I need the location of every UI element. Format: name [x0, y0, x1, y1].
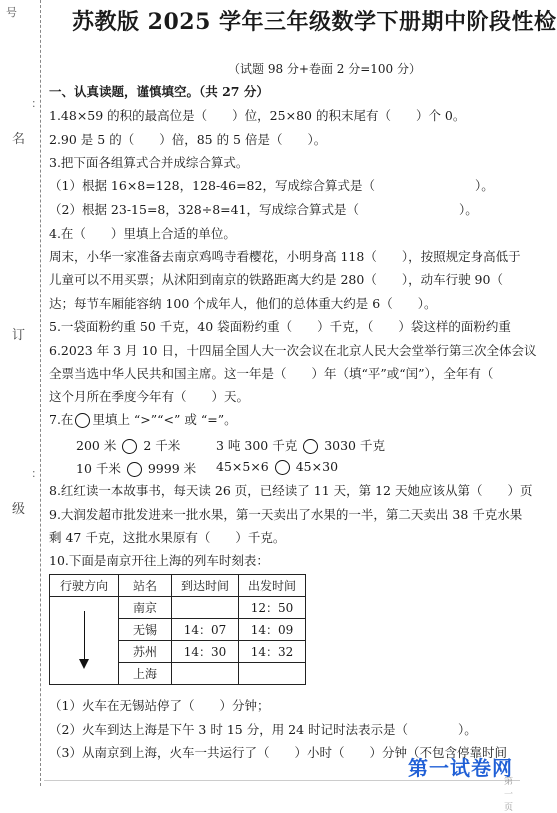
sub-question-line: （2）火车到达上海是下午 3 时 15 分，用 24 时记时法表示是（ ）。 — [49, 722, 477, 737]
question-line: 全票当选中华人民共和国主席。这一年是（ ）年（填“平”或“闰”），全年有（ — [49, 366, 494, 381]
question-line: 1.48×59 的积的最高位是（ ）位，25×80 的积末尾有（ ）个 0。 — [49, 108, 466, 123]
down-arrow-icon — [84, 611, 85, 661]
question-line: 2.90 是 5 的（ ）倍，85 的 5 倍是（ ）。 — [49, 132, 327, 147]
question-line: 周末，小华一家准备去南京鸡鸣寺看樱花，小明身高 118（ ），按照规定身高低于 — [49, 249, 521, 264]
question-7-instruction — [49, 412, 237, 428]
question-line: （2）根据 23-15=8，328÷8=41，写成综合算式是（ ）。 — [49, 202, 478, 217]
comparison-item — [216, 436, 385, 454]
sub-question-line: （3）从南京到上海，火车一共运行了（ ）小时（ ）分钟（不包含停靠时间 — [49, 745, 507, 760]
question-line: 6.2023 年 3 月 10 日，十四届全国人大一次会议在北京人民大会堂举行第三次全体会议 — [49, 343, 537, 358]
margin-label-binding: 订 — [12, 328, 26, 343]
answer-circle[interactable] — [303, 439, 318, 454]
depart-cell: 12：50 — [239, 597, 306, 619]
exam-score-note: （试题 98 分+卷面 2 分=100 分） — [228, 62, 421, 76]
comparison-left: 45×5×6 — [216, 459, 269, 474]
depart-cell — [239, 663, 306, 685]
depart-cell: 14：32 — [239, 641, 306, 663]
question-line: 儿童可以不用买票；从沭阳到南京的铁路距离大约是 280（ ），动车行驶 90（ — [49, 272, 516, 287]
question-line: 5.一袋面粉约重 50 千克，40 袋面粉约重（ ）千克，（ ）袋这样的面粉约重 — [49, 319, 511, 334]
question-line: 剩 47 千克，这批水果原有（ ）千克。 — [49, 530, 286, 545]
exam-title: 苏教版 2025 学年三年级数学下册期中阶段性检 — [72, 9, 557, 35]
answer-circle[interactable] — [275, 460, 290, 475]
station-cell: 苏州 — [119, 641, 172, 663]
answer-circle[interactable] — [127, 462, 142, 477]
question-line: 4.在（ ）里填上合适的单位。 — [49, 226, 236, 241]
circle-icon — [75, 413, 90, 428]
timetable-header-cell: 到达时间 — [172, 575, 239, 597]
question-line: 达；每节车厢能容纳 100 个成年人，他们的总体重大约是 6（ ）。 — [49, 296, 437, 311]
comparison-item — [216, 459, 338, 475]
station-cell: 南京 — [119, 597, 172, 619]
question-7-suffix: 里填上 “>”“<” 或 “=”。 — [92, 412, 237, 427]
site-watermark: 第一试卷网 — [408, 756, 513, 780]
margin-label-name: 名 — [12, 132, 26, 147]
margin-fragment-1: ： — [24, 100, 37, 111]
sub-question-line: （1）火车在无锡站停了（ ）分钟； — [49, 698, 270, 713]
question-line: 9.大润发超市批发进来一批水果，第一天卖出了水果的一半，第二天卖出 38 千克水果 — [49, 507, 523, 522]
margin-label-class: 级 — [12, 502, 26, 517]
comparison-right: 3030 千克 — [324, 438, 385, 453]
margin-corner-mark: 号 — [6, 6, 17, 19]
train-timetable — [49, 574, 306, 685]
depart-cell: 14：09 — [239, 619, 306, 641]
question-line: 10.下面是南京开往上海的列车时刻表： — [49, 553, 269, 568]
question-line: （1）根据 16×8=128，128-46=82，写成综合算式是（ ）。 — [49, 178, 494, 193]
timetable-header-cell: 行驶方向 — [50, 575, 119, 597]
comparison-item — [76, 436, 180, 454]
comparison-right: 45×30 — [295, 459, 339, 474]
question-line: 8.红红读一本故事书，每天读 26 页，已经读了 11 天，第 12 天她应该从第（ ）页 — [49, 483, 533, 498]
timetable-header-cell: 出发时间 — [239, 575, 306, 597]
comparison-right: 2 千米 — [143, 438, 181, 453]
arrow-head-icon — [79, 659, 89, 669]
margin-fragment-2: ： — [24, 470, 37, 481]
question-line: 这个月所在季度今年有（ ）天。 — [49, 389, 250, 404]
station-cell: 无锡 — [119, 619, 172, 641]
arrive-cell — [172, 663, 239, 685]
table-row — [50, 597, 306, 619]
arrive-cell: 14：07 — [172, 619, 239, 641]
comparison-left: 200 米 — [76, 438, 117, 453]
question-line: 3.把下面各组算式合并成综合算式。 — [49, 155, 249, 170]
direction-cell — [50, 597, 119, 685]
comparison-right: 9999 米 — [147, 461, 197, 476]
answer-circle[interactable] — [122, 439, 137, 454]
comparison-left: 10 千米 — [76, 461, 121, 476]
timetable-header-row — [50, 575, 306, 597]
arrive-cell: 14：30 — [172, 641, 239, 663]
section-heading: 一、认真读题，谨慎填空。（共 27 分） — [49, 84, 269, 99]
comparison-left: 3 吨 300 千克 — [216, 438, 298, 453]
station-cell: 上海 — [119, 663, 172, 685]
comparison-item — [76, 459, 196, 477]
arrive-cell — [172, 597, 239, 619]
binding-line — [40, 0, 41, 786]
page-number: 第一页 — [504, 777, 514, 813]
question-7-prefix: 7.在 — [49, 412, 74, 427]
timetable-header-cell: 站名 — [119, 575, 172, 597]
